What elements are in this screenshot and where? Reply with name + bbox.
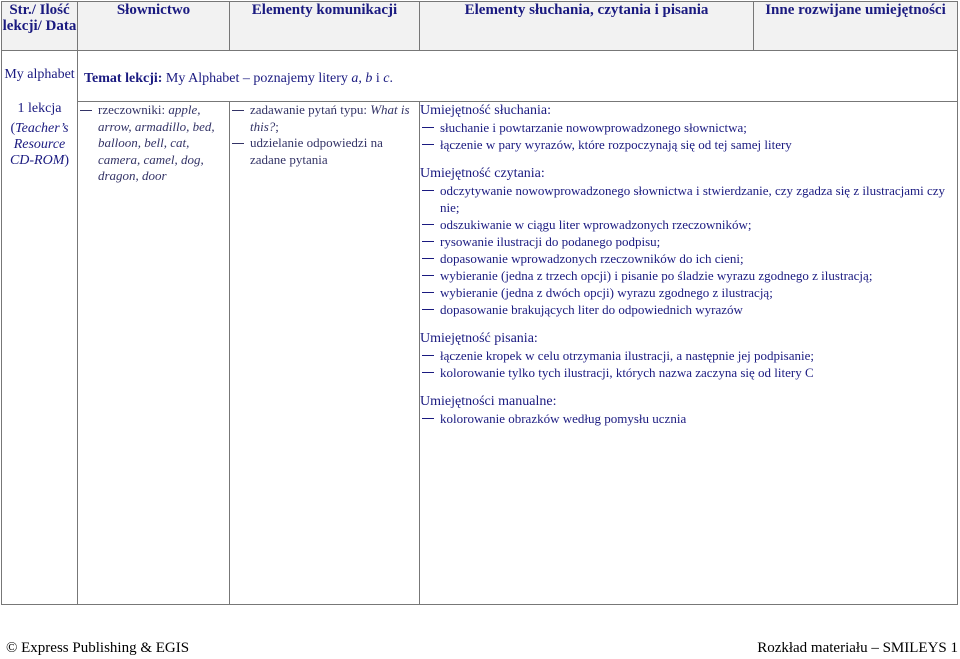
resource-paren-close: ) (64, 153, 70, 168)
list-item-text: rysowanie ilustracji do podanego podpisu; (440, 234, 661, 249)
writing-heading: Umiejętność pisania: (420, 331, 538, 346)
dash-bullet (422, 372, 434, 373)
list-item-text: dopasowanie brakujących liter do odpowiednich wyrazów (440, 302, 743, 317)
list-item (420, 267, 957, 284)
header-page-lesson-date: Str./ Ilość lekcji/ Data (2, 2, 78, 51)
dash-bullet (422, 309, 434, 310)
list-item-text: słuchanie i powtarzanie nowowprowadzonego słownictwa; (440, 120, 747, 135)
header-other-skills: Inne rozwijane umiejętności (754, 2, 958, 51)
list-item (420, 136, 957, 153)
list-item-text: odszukiwanie w ciągu liter wprowadzonych rzeczowników; (440, 217, 752, 232)
list-item (420, 284, 957, 301)
topic-cell (78, 51, 958, 102)
manual-heading: Umiejętności manualne: (420, 394, 557, 409)
dash-bullet (422, 241, 434, 242)
listening-heading: Umiejętność słuchania: (420, 103, 552, 118)
communication-item (230, 135, 419, 168)
dash-bullet (80, 110, 92, 111)
list-item-text: wybieranie (jedna z dwóch opcji) wyrazu zgodnego z ilustracją; (440, 285, 773, 300)
list-item (420, 301, 957, 318)
reading-heading: Umiejętność czytania: (420, 166, 545, 181)
topic-end: . (389, 71, 393, 86)
list-item-text: kolorowanie obrazków według pomysłu ucznia (440, 411, 687, 426)
vocabulary-words: apple, arrow, armadillo, bed, balloon, bell, cat, camera, camel, dog, dragon, door (98, 102, 215, 183)
vocabulary-list (78, 102, 229, 185)
topic-label: Temat lekcji: (84, 71, 163, 86)
list-item (420, 364, 957, 381)
resource-name: Teacher’s Resource CD-ROM (9, 121, 69, 168)
communication-answer: udzielanie odpowiedzi na zadane pytania (250, 135, 383, 167)
vocabulary-prefix: rzeczowniki: (98, 102, 169, 117)
dash-bullet (422, 355, 434, 356)
header-row (2, 2, 958, 51)
list-item (420, 119, 957, 136)
header-vocabulary: Słownictwo (78, 2, 230, 51)
resource-paren-open: ( (10, 121, 16, 136)
list-item (420, 216, 957, 233)
communication-suffix: ; (275, 118, 279, 134)
dash-bullet (422, 275, 434, 276)
content-row (2, 102, 958, 605)
header-communication: Elementy komunikacji (230, 2, 420, 51)
footer-document-title: Rozkład materiału – SMILEYS 1 (757, 640, 958, 656)
list-item (420, 347, 957, 364)
communication-cell (230, 102, 420, 605)
list-item-text: odczytywanie nowowprowadzonego słownictwa i stwierdzanie, czy zgadza się z ilustracjami czy nie; (440, 183, 946, 215)
list-item-text: dopasowanie wprowadzonych rzeczowników do ich cieni; (440, 251, 744, 266)
dash-bullet (232, 110, 244, 111)
dash-bullet (422, 224, 434, 225)
dash-bullet (422, 292, 434, 293)
topic-letters: a, b (351, 71, 373, 86)
header-listening-reading-writing: Elementy słuchania, czytania i pisania (420, 2, 754, 51)
reading-list (420, 182, 957, 318)
list-item-text: łączenie kropek w celu otrzymania ilustracji, a następnie jej podpisanie; (440, 348, 814, 363)
topic-dash: – poznajemy litery (239, 71, 352, 86)
footer-copyright: © Express Publishing & EGIS (6, 640, 190, 656)
writing-list (420, 347, 957, 381)
dash-bullet (422, 190, 434, 191)
vocabulary-item (78, 102, 229, 185)
dash-bullet (422, 144, 434, 145)
dash-bullet (422, 127, 434, 128)
unit-cell (2, 51, 78, 605)
communication-prefix: zadawanie pytań typu: (250, 102, 371, 117)
resource-note (2, 117, 77, 169)
topic-title: My Alphabet (165, 71, 240, 86)
manual-list (420, 410, 957, 427)
list-item (420, 233, 957, 250)
list-item (420, 182, 957, 216)
lesson-count: 1 lekcja (17, 101, 62, 116)
topic-last-letter: c (383, 71, 390, 86)
dash-bullet (422, 258, 434, 259)
skills-cell (420, 102, 958, 605)
vocabulary-cell (78, 102, 230, 605)
communication-list (230, 102, 419, 168)
list-item (420, 410, 957, 427)
communication-question: What is this? (250, 102, 410, 134)
listening-list (420, 119, 957, 153)
communication-item (230, 102, 419, 135)
unit-title: My alphabet (4, 67, 75, 82)
list-item-text: łączenie w pary wyrazów, które rozpoczynają się od tej samej litery (440, 137, 792, 152)
unit-row (2, 51, 958, 102)
dash-bullet (422, 418, 434, 419)
lesson-plan-table (1, 1, 958, 605)
list-item-text: wybieranie (jedna z trzech opcji) i pisanie po śladzie wyrazu zgodnego z ilustracją; (440, 268, 873, 283)
list-item (420, 250, 957, 267)
dash-bullet (232, 143, 244, 144)
topic-and: i (372, 71, 384, 86)
list-item-text: kolorowanie tylko tych ilustracji, których nazwa zaczyna się od litery C (440, 365, 814, 380)
